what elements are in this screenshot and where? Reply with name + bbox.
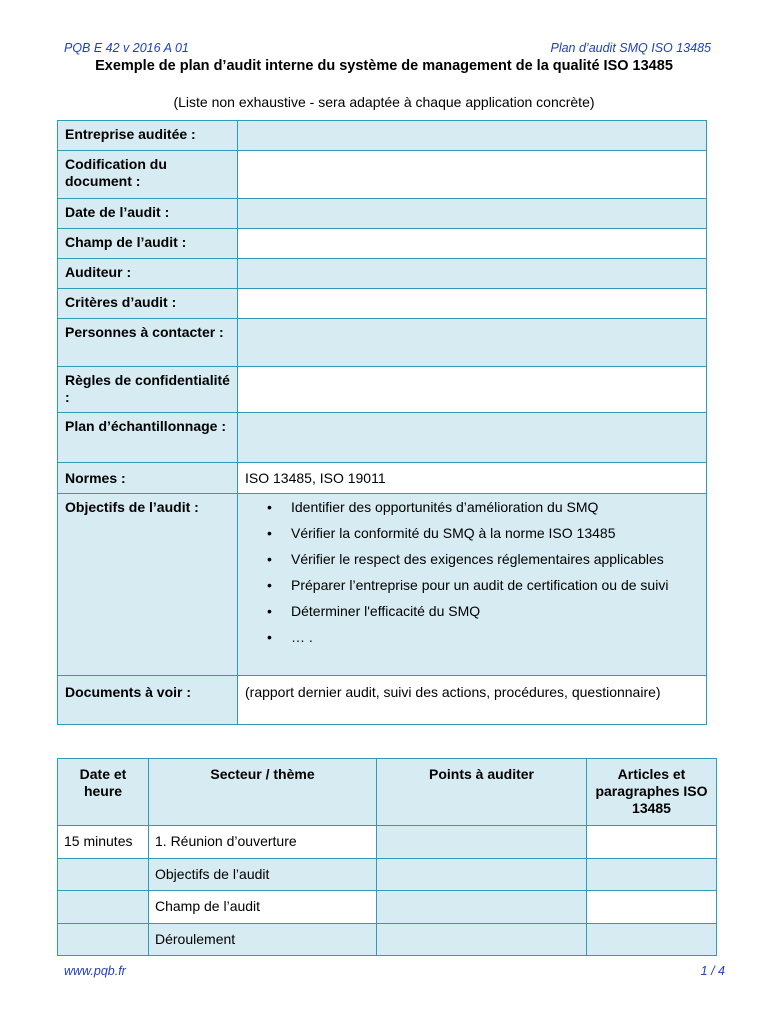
list-item: • … . — [291, 629, 706, 646]
list-item: • Déterminer l'efficacité du SMQ — [291, 603, 706, 620]
info-row — [58, 494, 707, 676]
footer-page-number: 1 / 4 — [700, 964, 725, 978]
info-row — [58, 463, 707, 494]
table-row — [58, 826, 717, 859]
table-cell: Champ de l’audit — [149, 891, 377, 924]
audit-schedule-table — [57, 758, 717, 956]
info-row — [58, 289, 707, 319]
table-cell: Objectifs de l’audit — [149, 859, 377, 891]
column-header: Secteur / thème — [149, 759, 377, 826]
list-item: • Identifier des opportunités d’amélioration du SMQ — [291, 499, 706, 516]
table-cell — [58, 924, 149, 956]
info-row — [58, 121, 707, 151]
schedule-header-row — [58, 759, 717, 826]
info-label: Critères d’audit : — [58, 289, 238, 319]
page-subtitle: (Liste non exhaustive - sera adaptée à chaque application concrète) — [173, 94, 595, 110]
info-row — [58, 229, 707, 259]
audit-info-table — [57, 120, 707, 725]
info-label: Date de l’audit : — [58, 199, 238, 229]
info-row — [58, 199, 707, 229]
table-cell — [58, 859, 149, 891]
table-cell — [587, 891, 717, 924]
info-label: Plan d’échantillonnage : — [58, 413, 238, 463]
table-row — [58, 859, 717, 891]
header-document-title: Plan d’audit SMQ ISO 13485 — [550, 41, 711, 55]
info-row — [58, 319, 707, 367]
info-value — [238, 121, 707, 151]
table-row — [58, 924, 717, 956]
table-cell — [58, 891, 149, 924]
info-value — [238, 367, 707, 413]
objectives-list — [245, 499, 706, 646]
info-value — [238, 289, 707, 319]
table-cell: 1. Réunion d’ouverture — [149, 826, 377, 859]
info-value-normes: ISO 13485, ISO 19011 — [238, 463, 707, 494]
table-cell — [377, 924, 587, 956]
column-header: Date et heure — [58, 759, 149, 826]
info-label: Règles de confidentialité : — [58, 367, 238, 413]
info-label: Personnes à contacter : — [58, 319, 238, 367]
table-row — [58, 891, 717, 924]
column-header: Points à auditer — [377, 759, 587, 826]
info-row — [58, 259, 707, 289]
column-header: Articles et paragraphes ISO 13485 — [587, 759, 717, 826]
header-reference: PQB E 42 v 2016 A 01 — [64, 41, 189, 55]
info-label: Entreprise auditée : — [58, 121, 238, 151]
info-label: Normes : — [58, 463, 238, 494]
info-value — [238, 259, 707, 289]
info-row — [58, 676, 707, 725]
table-cell — [587, 924, 717, 956]
info-value — [238, 229, 707, 259]
footer-website: www.pqb.fr — [64, 964, 126, 978]
table-cell — [377, 859, 587, 891]
table-cell — [587, 826, 717, 859]
info-label: Objectifs de l’audit : — [58, 494, 238, 676]
info-row — [58, 367, 707, 413]
table-cell: Déroulement — [149, 924, 377, 956]
info-value — [238, 151, 707, 199]
table-cell — [377, 826, 587, 859]
list-item: • Vérifier le respect des exigences réglementaires applicables — [291, 551, 706, 568]
info-label: Auditeur : — [58, 259, 238, 289]
table-cell — [587, 859, 717, 891]
objectives-cell — [238, 494, 707, 676]
info-label: Champ de l’audit : — [58, 229, 238, 259]
info-label: Documents à voir : — [58, 676, 238, 725]
info-label: Codification du document : — [58, 151, 238, 199]
page-title: Exemple de plan d’audit interne du système de management de la qualité ISO 13485 — [95, 58, 673, 74]
info-value-documents: (rapport dernier audit, suivi des actions, procédures, questionnaire) — [238, 676, 707, 725]
info-row — [58, 413, 707, 463]
info-value — [238, 319, 707, 367]
table-cell: 15 minutes — [58, 826, 149, 859]
info-value — [238, 199, 707, 229]
info-value — [238, 413, 707, 463]
table-cell — [377, 891, 587, 924]
info-row — [58, 151, 707, 199]
list-item: • Préparer l’entreprise pour un audit de certification ou de suivi — [291, 577, 706, 594]
list-item: • Vérifier la conformité du SMQ à la norme ISO 13485 — [291, 525, 706, 542]
